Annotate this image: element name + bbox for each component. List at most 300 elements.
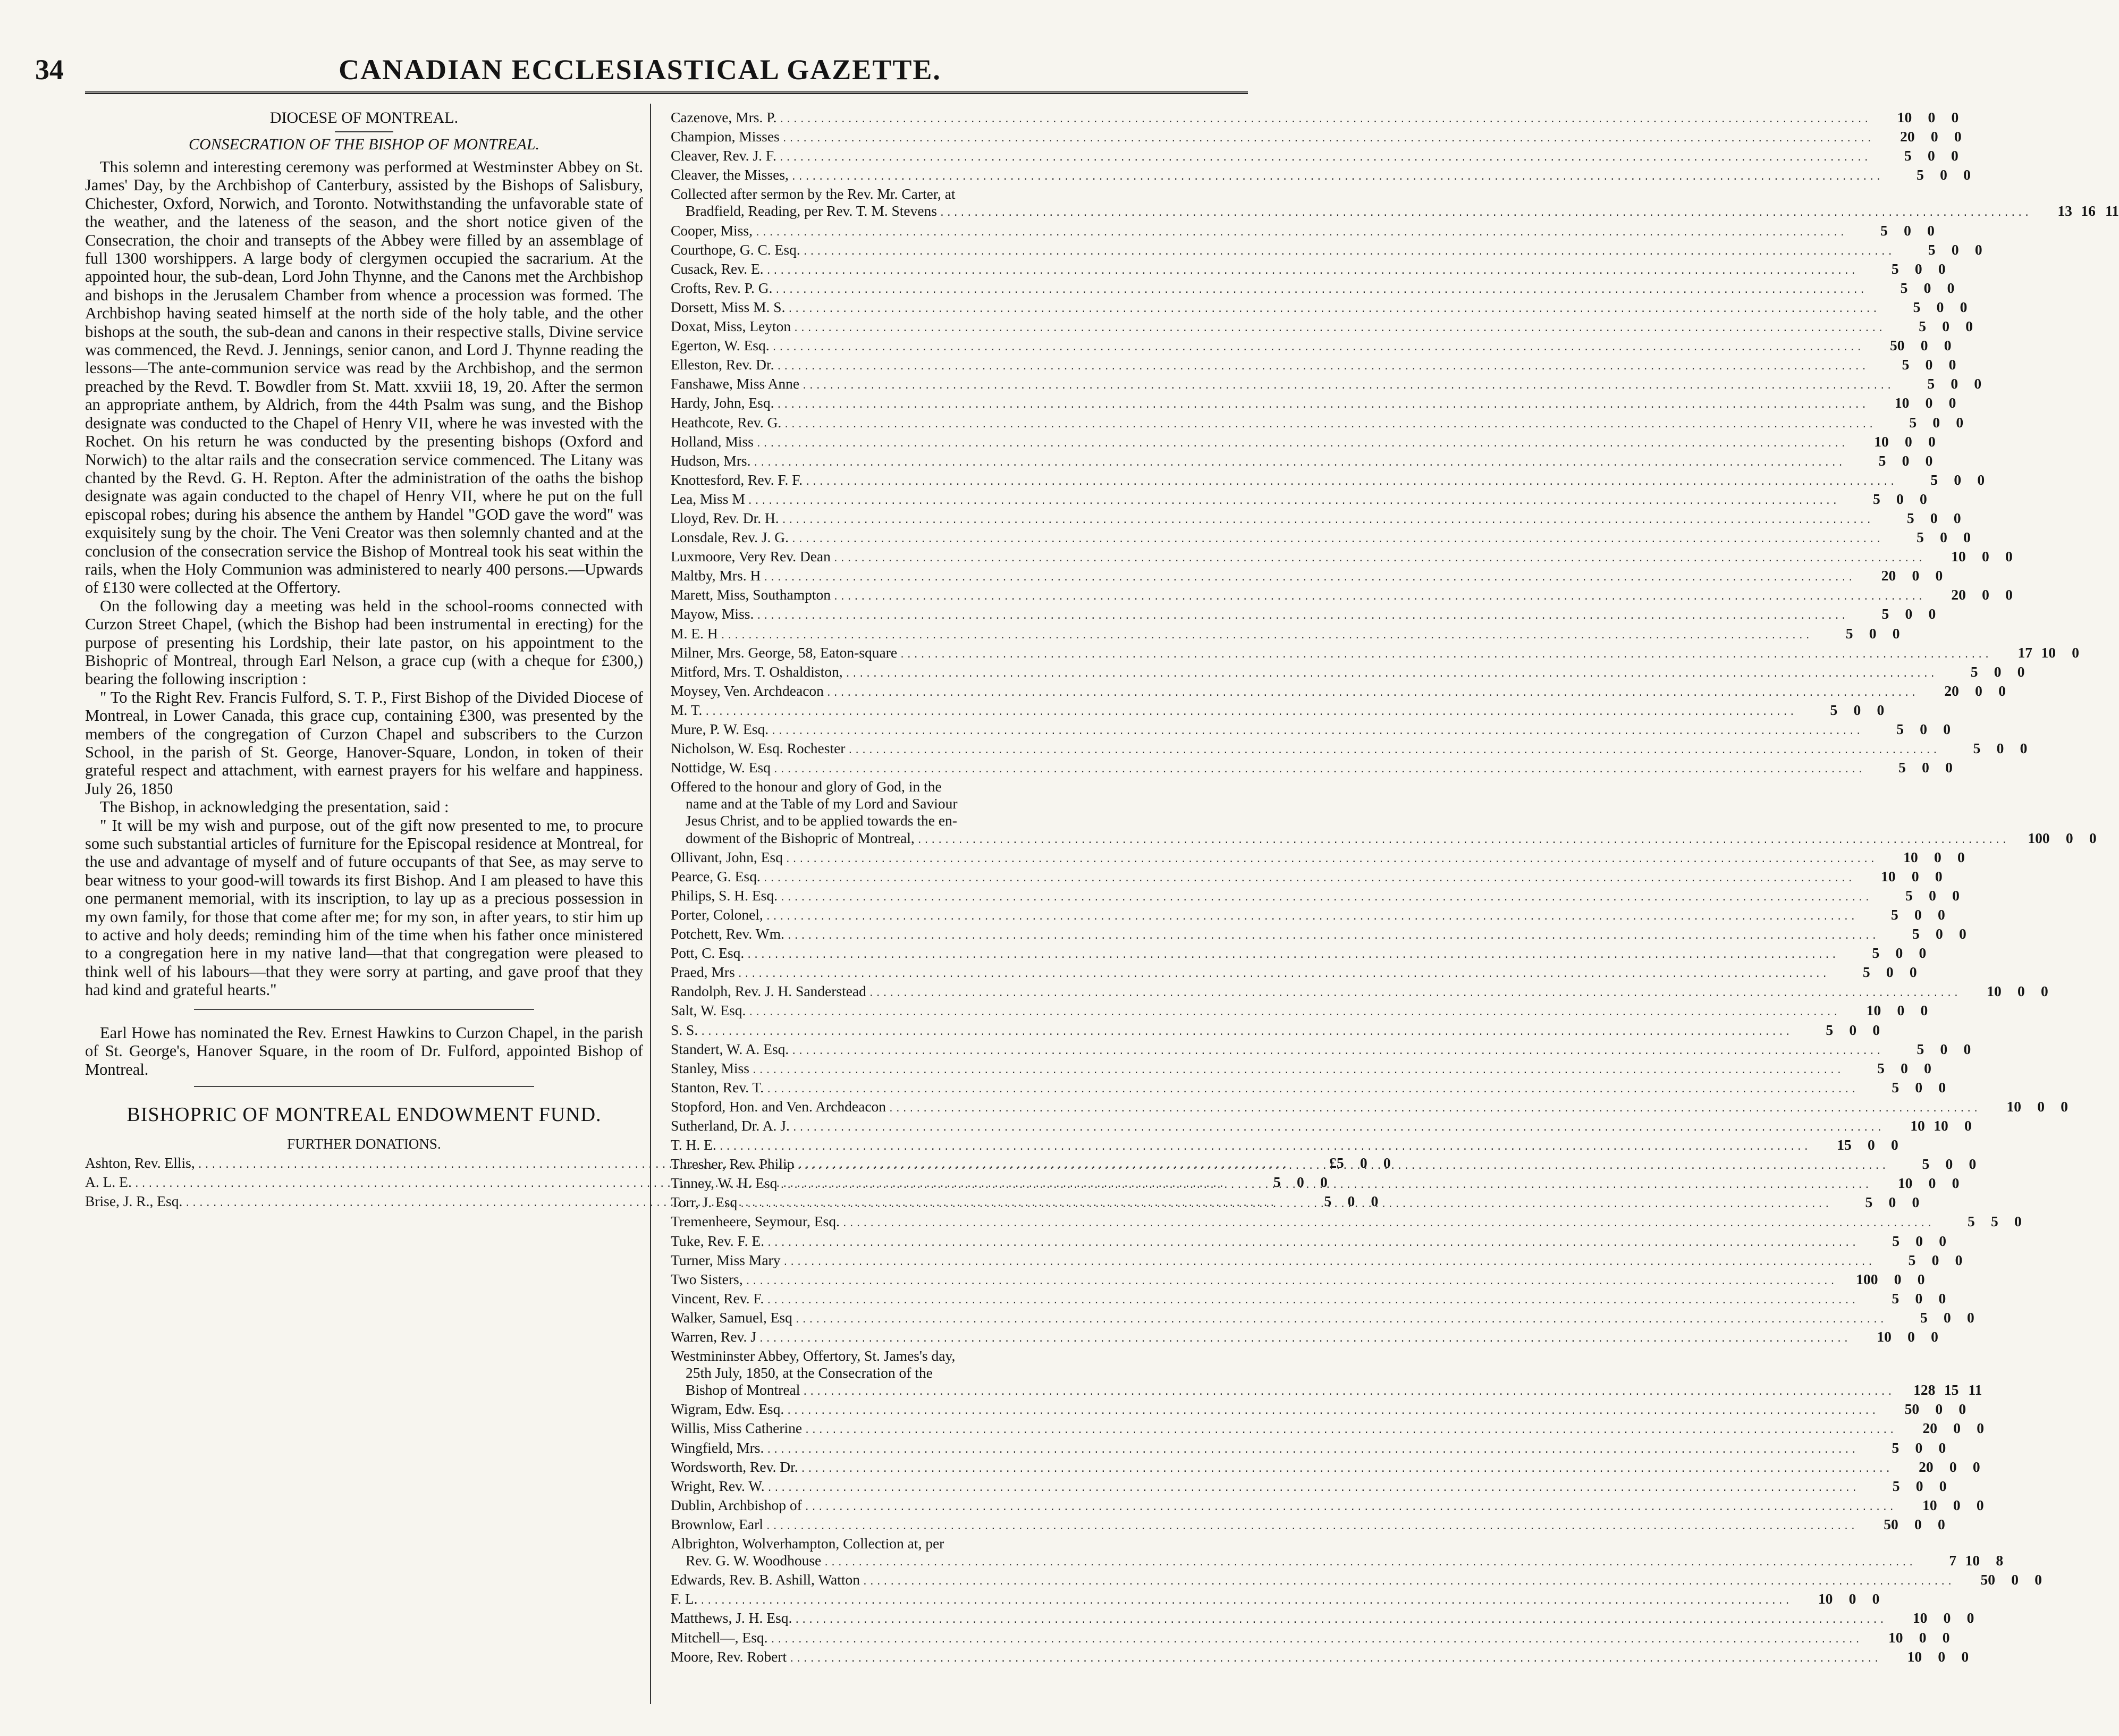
donation-row	[671, 452, 1933, 471]
amount-pence: 0	[2017, 663, 2025, 680]
amount-pence: 0	[1938, 1439, 1946, 1456]
amount-pence: 0	[1956, 414, 1964, 431]
amount-pence: 0	[1890, 1136, 1898, 1153]
amount-pounds: 5	[1862, 964, 1870, 981]
donation-amount	[1962, 983, 2048, 1000]
amount-pounds: 5	[1892, 1078, 1899, 1095]
donation-row	[671, 241, 1982, 260]
amount-pounds: 5	[1900, 279, 1908, 296]
amount-shillings: 0	[1869, 625, 1877, 642]
donation-row	[671, 983, 2048, 1002]
amount-pence: 0	[1919, 490, 1927, 507]
amount-pounds: 5	[1917, 166, 1924, 183]
donation-name: Courthope, G. C. Esq.	[671, 241, 800, 258]
amount-pence: 0	[1877, 701, 1885, 718]
amount-shillings: 0	[1888, 1194, 1896, 1211]
donation-amount	[1865, 337, 1952, 354]
donation-name: Warren, Rev. J	[671, 1328, 756, 1345]
donation-name: Brownlow, Earl	[671, 1515, 763, 1532]
dot-leader	[805, 474, 1896, 491]
dot-leader	[756, 435, 1847, 452]
donation-amount	[1939, 663, 2025, 680]
amount-shillings: 0	[1975, 682, 1982, 699]
amount-shillings: 0	[2037, 1098, 2045, 1115]
amount-pounds: £5	[1329, 1154, 1344, 1171]
amount-shillings: 0	[1904, 222, 1911, 239]
amount-pounds: 5	[1865, 1194, 1873, 1211]
dot-leader	[775, 282, 1867, 299]
donation-row	[671, 1458, 1980, 1478]
donation-name: M. T.	[671, 701, 703, 718]
amount-pence: 0	[1892, 625, 1900, 642]
amount-shillings: 0	[1996, 740, 2004, 757]
amount-pence: 0	[1998, 682, 2006, 699]
donation-row	[671, 1021, 1880, 1041]
amount-pence: 0	[1943, 721, 1951, 737]
dot-leader	[766, 1292, 1858, 1309]
amount-pounds: 5	[1928, 241, 1936, 258]
donation-amount	[1793, 1590, 1879, 1607]
amount-pounds: 5	[1872, 945, 1880, 962]
donation-name: Offered to the honour and glory of God, in the	[671, 778, 942, 795]
donation-amount	[1867, 759, 1953, 776]
donation-amount	[1936, 1213, 2022, 1230]
donation-amount	[1898, 471, 1985, 488]
dot-leader	[845, 665, 1937, 682]
amount-pounds: 128	[1913, 1381, 1936, 1398]
donation-name: Fanshawe, Miss Anne	[671, 375, 800, 392]
donation-amount	[1859, 906, 1945, 923]
donation-row	[671, 166, 1971, 186]
donation-row	[671, 1117, 1972, 1136]
donation-amount	[1860, 260, 1946, 277]
amount-pounds: 20	[1922, 1420, 1938, 1437]
donation-row	[671, 260, 1946, 280]
donation-row	[671, 128, 1962, 147]
donation-amount	[1880, 1401, 1966, 1418]
donation-amount	[1812, 1136, 1898, 1153]
amount-pence: 8	[1996, 1552, 2004, 1569]
dot-leader	[779, 1177, 1871, 1194]
amount-shillings: 0	[1932, 414, 1940, 431]
dot-leader	[826, 685, 1918, 702]
amount-pounds: 5	[1877, 1059, 1885, 1076]
amount-pounds: 5	[1892, 1439, 1899, 1456]
donation-row	[671, 1213, 2022, 1232]
amount-pounds: 5	[1920, 1309, 1928, 1326]
notice-paragraph: Earl Howe has nominated the Rev. Ernest Hawkins to Curzon Chapel, in the parish of St. George's, Hanover Square, in the room of Dr. Fulford, appointed Bishop of Montreal.	[85, 1023, 643, 1078]
donation-amount	[1885, 166, 1971, 183]
amount-shillings: 0	[1953, 1496, 1961, 1513]
amount-pence: 0	[1953, 509, 1961, 526]
amount-shillings: 0	[1940, 166, 1947, 183]
amount-pounds: 5	[1930, 471, 1938, 488]
amount-shillings: 0	[1360, 1154, 1367, 1171]
amount-pence: 0	[1969, 1156, 1977, 1173]
amount-pence: 0	[1912, 1194, 1920, 1211]
donation-name: Albrighton, Wolverhampton, Collection at, per	[671, 1535, 944, 1552]
amount-pence: 0	[1931, 1328, 1938, 1345]
donation-name: Cleaver, Rev. J. F.	[671, 147, 776, 164]
dot-leader	[791, 531, 1882, 548]
donation-amount	[1993, 644, 2079, 661]
amount-pence: 0	[2034, 1571, 2042, 1588]
amount-pounds: 5	[1872, 490, 1880, 507]
donation-name: Turner, Miss Mary	[671, 1251, 781, 1268]
amount-shillings: 0	[1922, 759, 1929, 776]
dot-leader	[766, 1442, 1858, 1459]
donation-name: Mitford, Mrs. T. Oshaldiston,	[671, 663, 843, 680]
donation-name: Hudson, Mrs.	[671, 452, 751, 469]
amount-pence: 0	[2005, 548, 2013, 565]
donation-name: Lonsdale, Rev. J. G.	[671, 529, 789, 546]
dot-leader	[771, 723, 1862, 740]
amount-shillings: 0	[1943, 1609, 1951, 1627]
amount-pounds: 5	[1917, 1040, 1924, 1057]
donation-row	[671, 567, 1943, 586]
donation-row	[671, 867, 1943, 887]
donation-row	[671, 1609, 1974, 1629]
amount-shillings: 0	[1902, 452, 1910, 469]
donation-name: Porter, Colonel,	[671, 906, 763, 923]
donation-entry	[671, 1347, 1982, 1401]
bishop-reply-paragraph: " It will be my wish and purpose, out of the gift now presented to me, to procure some such substantial articles of furniture for the Episcopal residence at Montreal, for the use and advantage of myself and of future occupants of that See, as may serve to bear witness to your good-will towards its first Bishop. And I am pleased to have this one permanent memorial, with its inscription, to lay up as a precious possession in my own family, for those that come after me; for my son, in after years, to stir him up to active and holy deeds; reminding him of the time when his father once ministered to a congregation here in my native land—that that congregation were pleased to think well of his labours—that they were sorry at parting, and gave proof that they had kind and grateful hearts."	[85, 816, 643, 999]
amount-pence: 0	[1954, 128, 1962, 145]
dot-leader	[785, 851, 1877, 868]
donation-name: Hardy, John, Esq.	[671, 394, 774, 411]
donation-amount	[1876, 1252, 1962, 1269]
amount-pounds: 5	[1912, 925, 1920, 942]
donation-name: Philips, S. H. Esq.	[671, 887, 778, 904]
amount-pence: 0	[1963, 529, 1971, 546]
donation-amount	[1845, 1060, 1931, 1077]
amount-pounds: 5	[1880, 222, 1888, 239]
donation-amount	[1895, 375, 1981, 392]
donation-name: Bishop of Montreal	[686, 1381, 800, 1398]
amount-pounds: 20	[1944, 682, 1959, 699]
donation-amount	[1873, 1175, 1959, 1192]
amount-pence: 0	[1948, 394, 1956, 411]
amount-pence: 0	[1964, 1117, 1972, 1134]
donation-amount	[1831, 964, 1917, 981]
dot-leader	[791, 1043, 1882, 1060]
donation-amount	[1927, 548, 2013, 565]
amount-pence: 0	[1958, 1401, 1966, 1418]
amount-pounds: 5	[1892, 1290, 1899, 1307]
amount-pounds: 10	[1897, 109, 1912, 125]
amount-shillings: 0	[1931, 1251, 1939, 1268]
donation-row	[671, 509, 1961, 529]
donation-row	[671, 1270, 1925, 1290]
amount-pounds: 10	[1888, 1629, 1903, 1646]
dot-leader	[776, 397, 1868, 414]
donation-name: Cusack, Rev. E.	[671, 260, 764, 277]
dot-leader	[782, 1254, 1874, 1271]
donation-row	[671, 1328, 1938, 1347]
amount-shillings: 0	[1894, 1270, 1902, 1287]
donation-amount	[1852, 1328, 1938, 1345]
donation-row	[671, 701, 1885, 721]
donation-name: Salt, W. Esq.	[671, 1002, 746, 1019]
donation-amount	[1872, 109, 1958, 126]
donation-name: Praed, Mrs	[671, 964, 735, 981]
donation-row	[671, 1098, 2068, 1117]
amount-pounds: 20	[1900, 128, 1915, 145]
amount-pounds: 5	[1881, 605, 1889, 622]
donation-name: Tinney, W. H. Esq	[671, 1175, 778, 1192]
amount-pounds: 5	[1904, 147, 1912, 164]
donation-row	[671, 1136, 1898, 1156]
amount-shillings: 0	[1867, 1136, 1875, 1153]
amount-pence: 0	[1872, 1590, 1880, 1607]
donation-amount	[1888, 1609, 1974, 1627]
amount-pounds: 10	[1874, 433, 1889, 450]
donation-amount	[1881, 299, 1967, 316]
dot-leader	[704, 704, 1796, 721]
amount-shillings: 0	[1915, 1290, 1923, 1307]
donation-name: Tuke, Rev. F. E.	[671, 1232, 765, 1249]
donation-name: Ashton, Rev. Ellis,	[85, 1154, 195, 1171]
amount-pence: 0	[1939, 1477, 1947, 1494]
fund-subtitle: FURTHER DONATIONS.	[287, 1135, 441, 1152]
amount-shillings: 10	[2041, 644, 2056, 661]
donation-row	[671, 1232, 1946, 1252]
amount-pence: 0	[1948, 356, 1956, 373]
amount-pounds: 5	[1890, 906, 1898, 923]
amount-pounds: 10	[1903, 848, 1918, 865]
dot-leader	[862, 1573, 1954, 1590]
donation-name: Lloyd, Rev. Dr. H.	[671, 509, 779, 526]
amount-shillings: 0	[1901, 1059, 1908, 1076]
amount-pounds: 5	[1908, 1251, 1916, 1268]
donation-name: S. S.	[671, 1021, 698, 1038]
donation-name: Dorsett, Miss M. S.	[671, 298, 786, 315]
dot-leader	[739, 1196, 1831, 1213]
donation-name: Pott, C. Esq.	[671, 945, 745, 962]
amount-pence: 0	[1959, 925, 1966, 942]
donation-amount	[1841, 491, 1927, 508]
donation-amount	[1917, 1552, 2003, 1569]
donation-name: Matthews, J. H. Esq.	[671, 1609, 792, 1627]
amount-pence: 0	[1924, 1059, 1931, 1076]
amount-shillings: 0	[1928, 109, 1936, 125]
donation-name: Mitchell—, Esq.	[671, 1629, 768, 1646]
amount-shillings: 0	[1994, 663, 2002, 680]
donation-name: Brise, J. R., Esq.	[85, 1193, 183, 1210]
donation-amount	[1898, 1420, 1984, 1437]
amount-shillings: 0	[1897, 1002, 1905, 1019]
amount-pence: 0	[1927, 222, 1935, 239]
inscription-paragraph: " To the Right Rev. Francis Fulford, S. T. P., First Bishop of the Divided Diocese of Montreal, in Lower Canada, this grace cup, containing £300, was presented by the members of the congregation of Curzon Chapel and subscribers to the Curzon School, in the parish of St. George, Hanover-Square, London, in token of their grateful respect and attachment, with earnest prayers for his welfare and happiness. July 26, 1850	[85, 688, 643, 798]
dot-leader	[796, 1158, 1888, 1175]
donation-name: name and at the Table of my Lord and Saviour	[686, 795, 958, 812]
amount-shillings: 0	[1923, 279, 1931, 296]
donation-amount	[1885, 1041, 1971, 1058]
amount-pounds: 10	[1894, 394, 1910, 411]
donation-name: dowment of the Bishopric of Montreal,	[686, 829, 915, 846]
donation-row	[671, 625, 1900, 644]
donation-name: Champion, Misses	[671, 128, 780, 145]
donation-name: Mayow, Miss.	[671, 605, 754, 622]
donation-row	[671, 529, 1971, 548]
donation-list	[671, 1401, 1985, 1535]
amount-pounds: 5	[1922, 1156, 1930, 1173]
amount-shillings: 0	[1953, 1420, 1961, 1437]
donation-row	[671, 682, 2006, 702]
donation-row	[671, 433, 1936, 452]
amount-pounds: 5	[1913, 298, 1921, 315]
amount-pence: 0	[1963, 1040, 1971, 1057]
donation-row	[671, 1251, 1963, 1271]
amount-pence: 0	[1925, 452, 1933, 469]
donation-amount	[1794, 1022, 1880, 1039]
donation-row	[671, 906, 1945, 925]
amount-shillings: 15	[1944, 1381, 1959, 1398]
amount-pence: 0	[1972, 1458, 1980, 1475]
donation-name: Willis, Miss Catherine	[671, 1420, 803, 1437]
donation-amount	[1888, 1309, 1974, 1326]
dot-leader	[786, 1403, 1878, 1420]
donation-name: Stanley, Miss	[671, 1059, 749, 1076]
donation-row	[671, 1420, 1985, 1439]
dot-leader	[720, 627, 1812, 644]
amount-shillings: 0	[1905, 605, 1913, 622]
amount-shillings: 0	[1982, 586, 1989, 603]
amount-pounds: 50	[1904, 1401, 1920, 1418]
dot-leader	[756, 608, 1847, 625]
donation-row	[671, 721, 1951, 740]
dot-leader	[779, 111, 1870, 128]
amount-pounds: 5	[1898, 759, 1906, 776]
donation-name: Tremenheere, Seymour, Esq.	[671, 1213, 840, 1230]
donation-name: Walker, Samuel, Esq	[671, 1309, 792, 1326]
amount-pounds: 10	[1912, 1609, 1928, 1627]
donation-row	[671, 1571, 2042, 1590]
dot-leader	[787, 301, 1879, 318]
donation-amount	[1870, 394, 1956, 411]
amount-shillings: 10	[1934, 1117, 1948, 1134]
donation-amount	[1842, 1002, 1928, 1019]
amount-pence: 0	[1944, 337, 1952, 354]
donation-amount	[1982, 1098, 2068, 1115]
dot-leader	[789, 1650, 1880, 1667]
donation-amount	[1885, 529, 1971, 546]
donation-row	[671, 1156, 1977, 1175]
amount-shillings: 0	[1853, 701, 1861, 718]
amount-shillings: 0	[1915, 1078, 1923, 1095]
amount-pence: 0	[1957, 848, 1965, 865]
donation-amount	[1839, 1271, 1925, 1288]
amount-pence: 0	[1947, 279, 1955, 296]
amount-pounds: 5	[1892, 1232, 1899, 1249]
amount-pounds: 10	[1951, 548, 1966, 565]
donation-row	[671, 759, 1953, 778]
donation-row	[671, 1309, 1974, 1328]
amount-pence: 0	[1928, 433, 1936, 450]
donation-row	[671, 887, 1960, 906]
right-column	[671, 109, 2119, 1667]
amount-pence: 0	[1939, 1232, 1946, 1249]
section-separator	[194, 1009, 534, 1010]
donation-row	[671, 740, 2028, 759]
donation-name: Potchett, Rev. Wm.	[671, 925, 784, 942]
amount-pounds: 20	[1881, 567, 1896, 584]
amount-shillings: 0	[1914, 906, 1922, 923]
amount-pence: 0	[1928, 605, 1936, 622]
donation-name: Westmininster Abbey, Offertory, St. James's day,	[671, 1347, 956, 1364]
donation-amount	[1872, 147, 1958, 164]
amount-shillings: 0	[1905, 433, 1912, 450]
amount-pounds: 10	[1907, 1648, 1922, 1665]
amount-pence: 0	[1976, 1496, 1984, 1513]
donation-entry	[671, 186, 2119, 222]
amount-pence: 0	[1917, 1270, 1925, 1287]
amount-shillings: 0	[1919, 1629, 1927, 1646]
amount-pence: 11	[2105, 203, 2119, 220]
amount-shillings: 0	[1914, 260, 1922, 277]
donation-amount	[2033, 203, 2119, 220]
dot-leader	[767, 1480, 1859, 1497]
dot-leader	[794, 1612, 1886, 1629]
donation-name: T. H. E.	[671, 1136, 716, 1153]
amount-pounds: 5	[1826, 1021, 1834, 1038]
donation-row	[671, 375, 1982, 394]
donation-name: Wigram, Edw. Esq.	[671, 1401, 784, 1418]
amount-shillings: 0	[1940, 1040, 1948, 1057]
amount-pounds: 5	[1273, 1174, 1281, 1190]
donation-row	[671, 663, 2025, 682]
amount-pounds: 5	[1324, 1193, 1332, 1210]
dot-leader	[776, 358, 1868, 375]
donation-name: Two Sisters,	[671, 1270, 743, 1287]
amount-pence: 0	[1919, 945, 1927, 962]
donation-row	[671, 471, 1985, 491]
donation-name: Standert, W. A. Esq.	[671, 1040, 789, 1057]
amount-shillings: 0	[1347, 1193, 1355, 1210]
donation-amount	[1848, 222, 1935, 239]
amount-pounds: 10	[2006, 1098, 2021, 1115]
donation-entry	[671, 1535, 2004, 1571]
amount-pence: 0	[1974, 241, 1982, 258]
amount-shillings: 0	[1895, 945, 1903, 962]
donation-row	[671, 109, 1959, 128]
amount-pounds: 5	[1845, 625, 1853, 642]
amount-shillings: 10	[1965, 1552, 1980, 1569]
amount-pounds: 5	[1970, 663, 1978, 680]
amount-shillings: 0	[1934, 848, 1941, 865]
donation-row	[671, 1515, 1945, 1535]
amount-pounds: 20	[1951, 586, 1966, 603]
dot-leader	[770, 1631, 1862, 1648]
donation-row	[671, 1059, 1931, 1079]
donation-name: Vincent, Rev. F.	[671, 1290, 764, 1307]
amount-shillings: 0	[1920, 721, 1928, 737]
amount-shillings: 0	[1925, 394, 1933, 411]
dot-leader	[833, 588, 1924, 605]
donation-name: Mure, P. W. Esq.	[671, 721, 769, 737]
donation-amount	[1850, 605, 1936, 622]
amount-shillings: 0	[1945, 1156, 1953, 1173]
dot-leader	[787, 928, 1878, 945]
donation-row	[671, 1194, 1920, 1213]
donation-row	[671, 337, 1952, 356]
donation-name: 25th July, 1850, at the Consecration of the	[686, 1364, 933, 1381]
donation-amount	[1876, 128, 1962, 145]
amount-pounds: 10	[1897, 1175, 1913, 1192]
amount-pence: 0	[1371, 1193, 1379, 1210]
dot-leader	[766, 263, 1858, 280]
amount-pounds: 50	[1890, 337, 1905, 354]
